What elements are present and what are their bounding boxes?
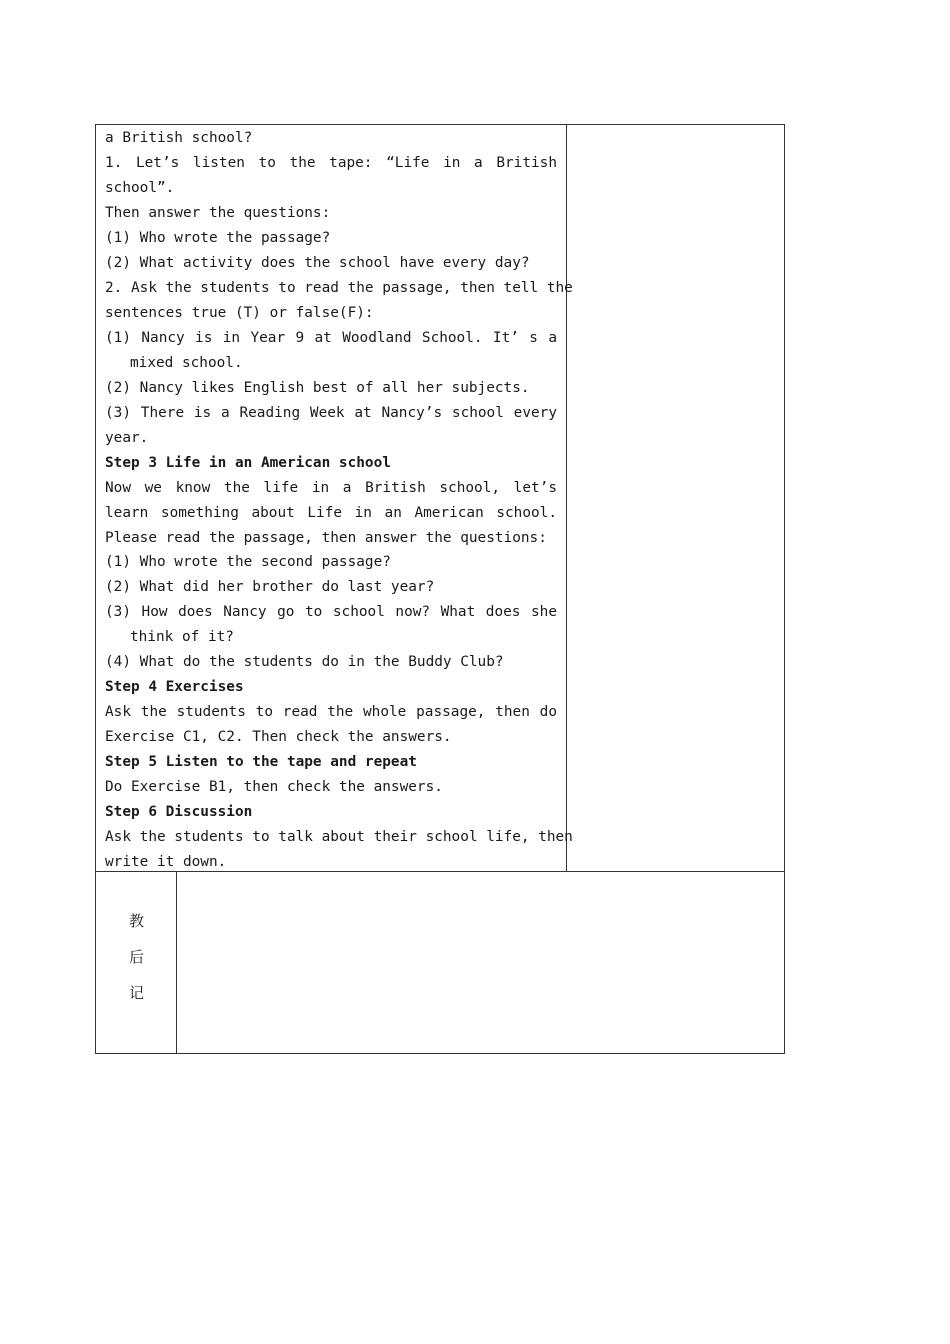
text-line: year. [105,430,149,446]
text-line: (3) There is a Reading Week at Nancy’s school every [105,405,557,421]
text-line: Then answer the questions: [105,205,331,221]
text-line: (2) What did her brother do last year? [105,579,435,595]
text-line: 1. Let’s listen to the tape: “Life in a British [105,155,557,171]
reflection-label-char: 记 [128,984,144,1002]
after-class-reflection-table [95,871,785,1054]
text-line: learn something about Life in an American school. [105,505,557,521]
text-line: Ask the students to talk about their school life, then [105,829,573,845]
lesson-steps-cell [96,125,573,871]
text-line: (3) How does Nancy go to school now? What does she [105,604,557,620]
text-line: (1) Nancy is in Year 9 at Woodland School. It’ s a [105,330,557,346]
text-line: (1) Who wrote the second passage? [105,554,391,570]
text-line: (2) Nancy likes English best of all her subjects. [105,380,530,396]
text-line: a British school? [105,130,253,146]
text-line: Exercise C1, C2. Then check the answers. [105,729,452,745]
text-line: Please read the passage, then answer the questions: [105,530,547,546]
text-line: (4) What do the students do in the Buddy Club? [105,654,504,670]
text-line: (1) Who wrote the passage? [105,230,331,246]
step-heading: Step 4 Exercises [105,679,244,695]
text-line: sentences true (T) or false(F): [105,305,374,321]
lesson-table [95,124,785,872]
step-heading: Step 5 Listen to the tape and repeat [105,754,417,770]
reflection-label-char: 教 [128,912,144,930]
step-heading: Step 3 Life in an American school [105,455,391,471]
reflection-label-char: 后 [128,948,144,966]
text-line: Now we know the life in a British school, let’s [105,480,557,496]
text-line: Do Exercise B1, then check the answers. [105,779,443,795]
reflection-label-cell [96,872,177,1053]
text-line: think of it? [130,629,234,645]
text-line: (2) What activity does the school have every day? [105,255,530,271]
text-line: Ask the students to read the whole passage, then do [105,704,557,720]
text-line: write it down. [105,854,227,870]
step-heading: Step 6 Discussion [105,804,253,820]
text-line: school”. [105,180,175,196]
text-line: 2. Ask the students to read the passage, then tell the [105,280,573,296]
text-line: mixed school. [130,355,243,371]
